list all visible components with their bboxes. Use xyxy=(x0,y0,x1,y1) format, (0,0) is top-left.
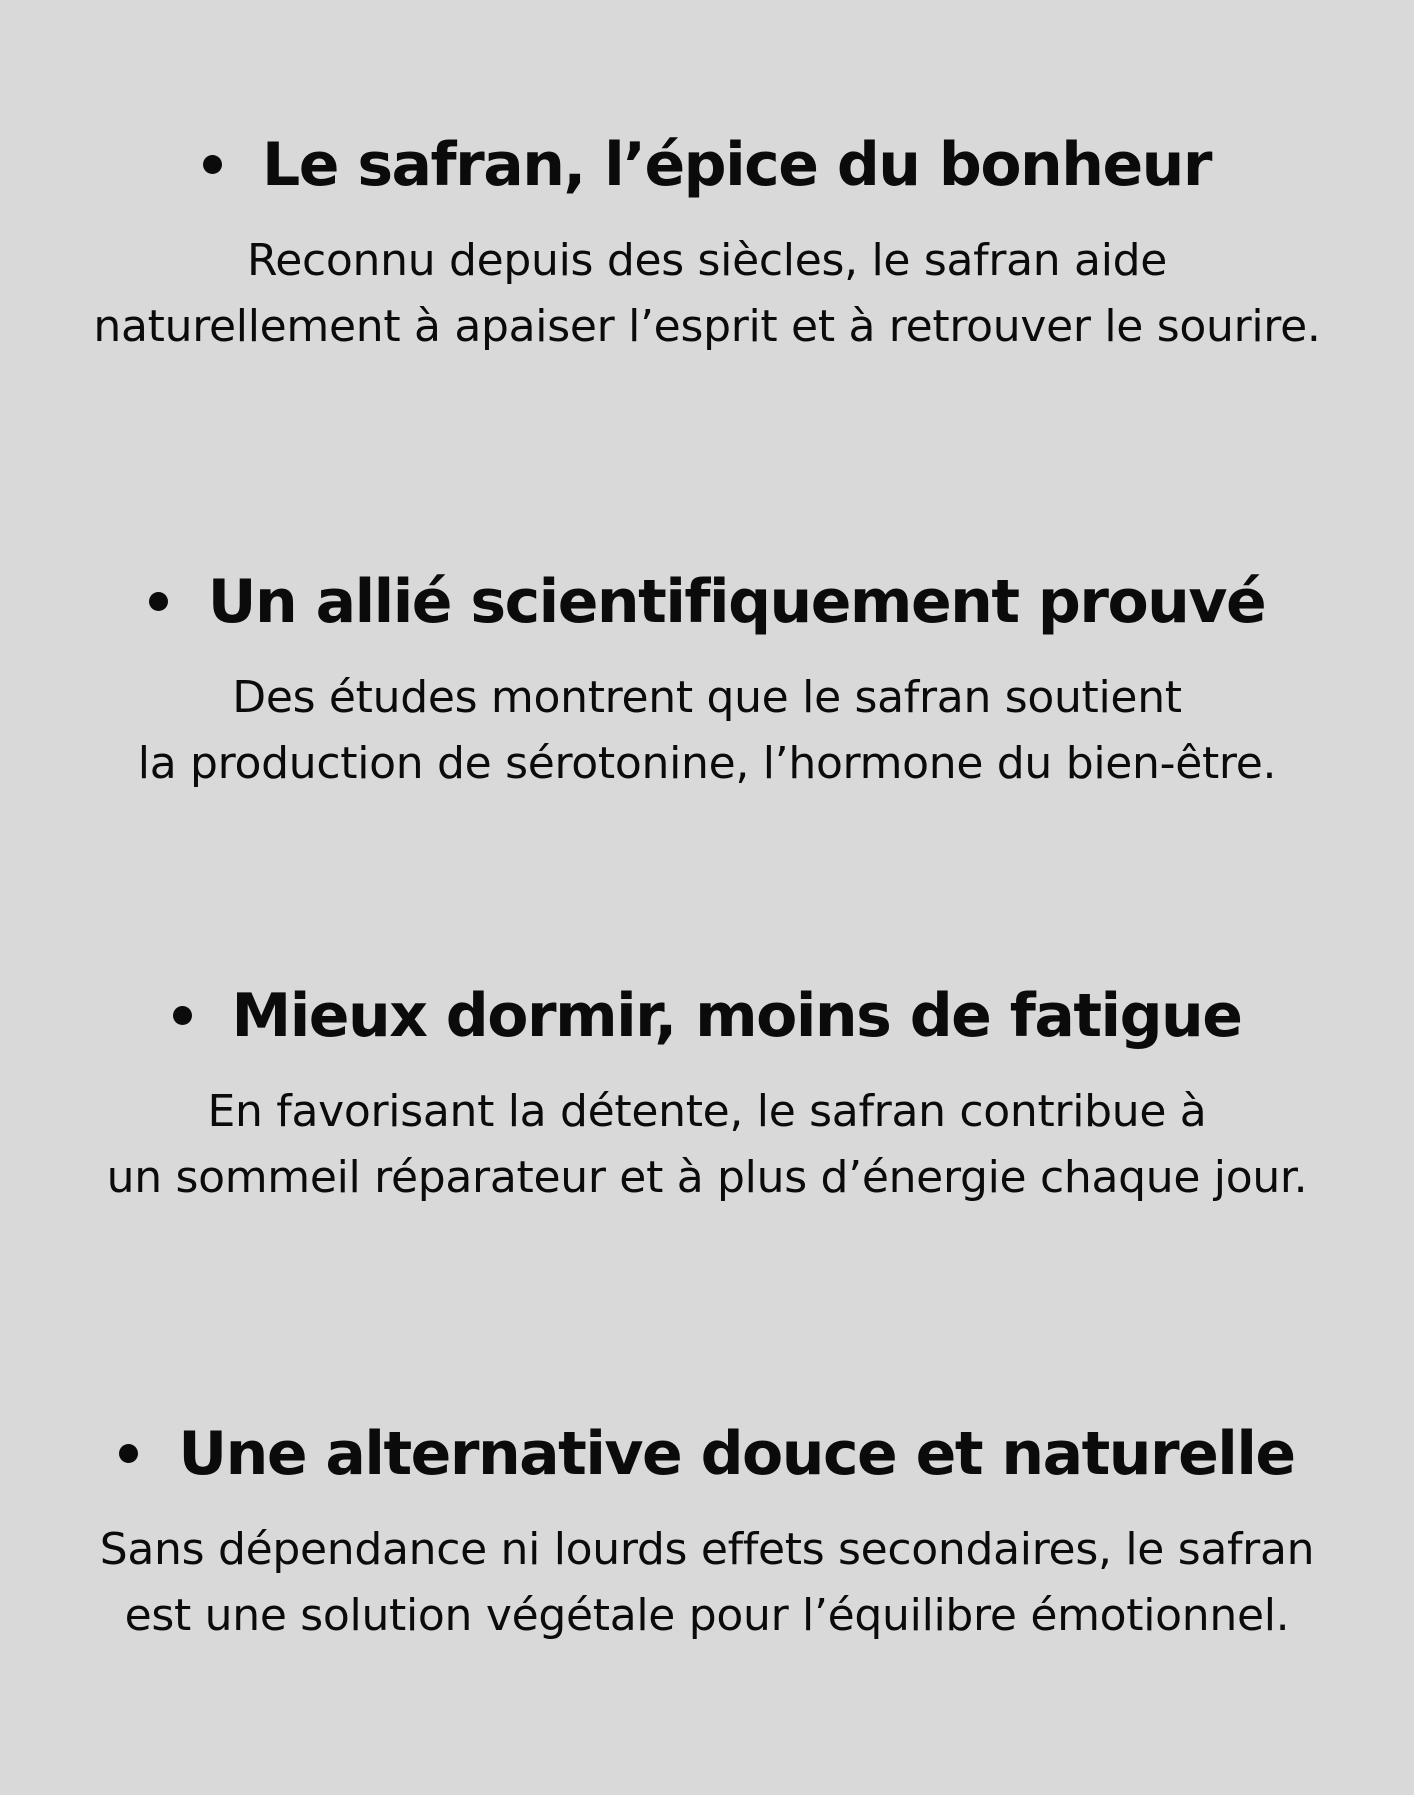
description-line: Sans dépendance ni lourds effets secondaires, le safran xyxy=(99,1524,1315,1575)
bullet-icon xyxy=(173,1006,192,1025)
section-description xyxy=(0,228,1414,360)
section-description xyxy=(0,1517,1414,1649)
section-heading xyxy=(0,981,1414,1051)
heading-text: Un allié scientifiquement prouvé xyxy=(207,567,1266,637)
section-description xyxy=(0,665,1414,797)
heading-text: Le safran, l’épice du bonheur xyxy=(262,130,1211,200)
heading-text: Une alternative douce et naturelle xyxy=(178,1419,1295,1489)
section-scientific-ally xyxy=(0,567,1414,797)
description-line: En favorisant la détente, le safran contribue à xyxy=(207,1086,1207,1137)
section-heading xyxy=(0,1419,1414,1489)
description-line: naturellement à apaiser l’esprit et à retrouver le sourire. xyxy=(93,301,1321,352)
section-heading xyxy=(0,130,1414,200)
section-better-sleep xyxy=(0,981,1414,1211)
section-heading xyxy=(0,567,1414,637)
description-line: la production de sérotonine, l’hormone du bien-être. xyxy=(137,738,1277,789)
description-line: est une solution végétale pour l’équilibre émotionnel. xyxy=(124,1590,1290,1641)
description-line: un sommeil réparateur et à plus d’énergie chaque jour. xyxy=(106,1152,1308,1203)
description-line: Reconnu depuis des siècles, le safran aide xyxy=(246,235,1168,286)
heading-text: Mieux dormir, moins de fatigue xyxy=(231,981,1242,1051)
section-happiness-spice xyxy=(0,130,1414,360)
description-line: Des études montrent que le safran soutient xyxy=(232,672,1182,723)
bullet-icon xyxy=(203,155,222,174)
section-description xyxy=(0,1079,1414,1211)
section-natural-alternative xyxy=(0,1419,1414,1649)
bullet-icon xyxy=(119,1444,138,1463)
bullet-icon xyxy=(149,592,168,611)
